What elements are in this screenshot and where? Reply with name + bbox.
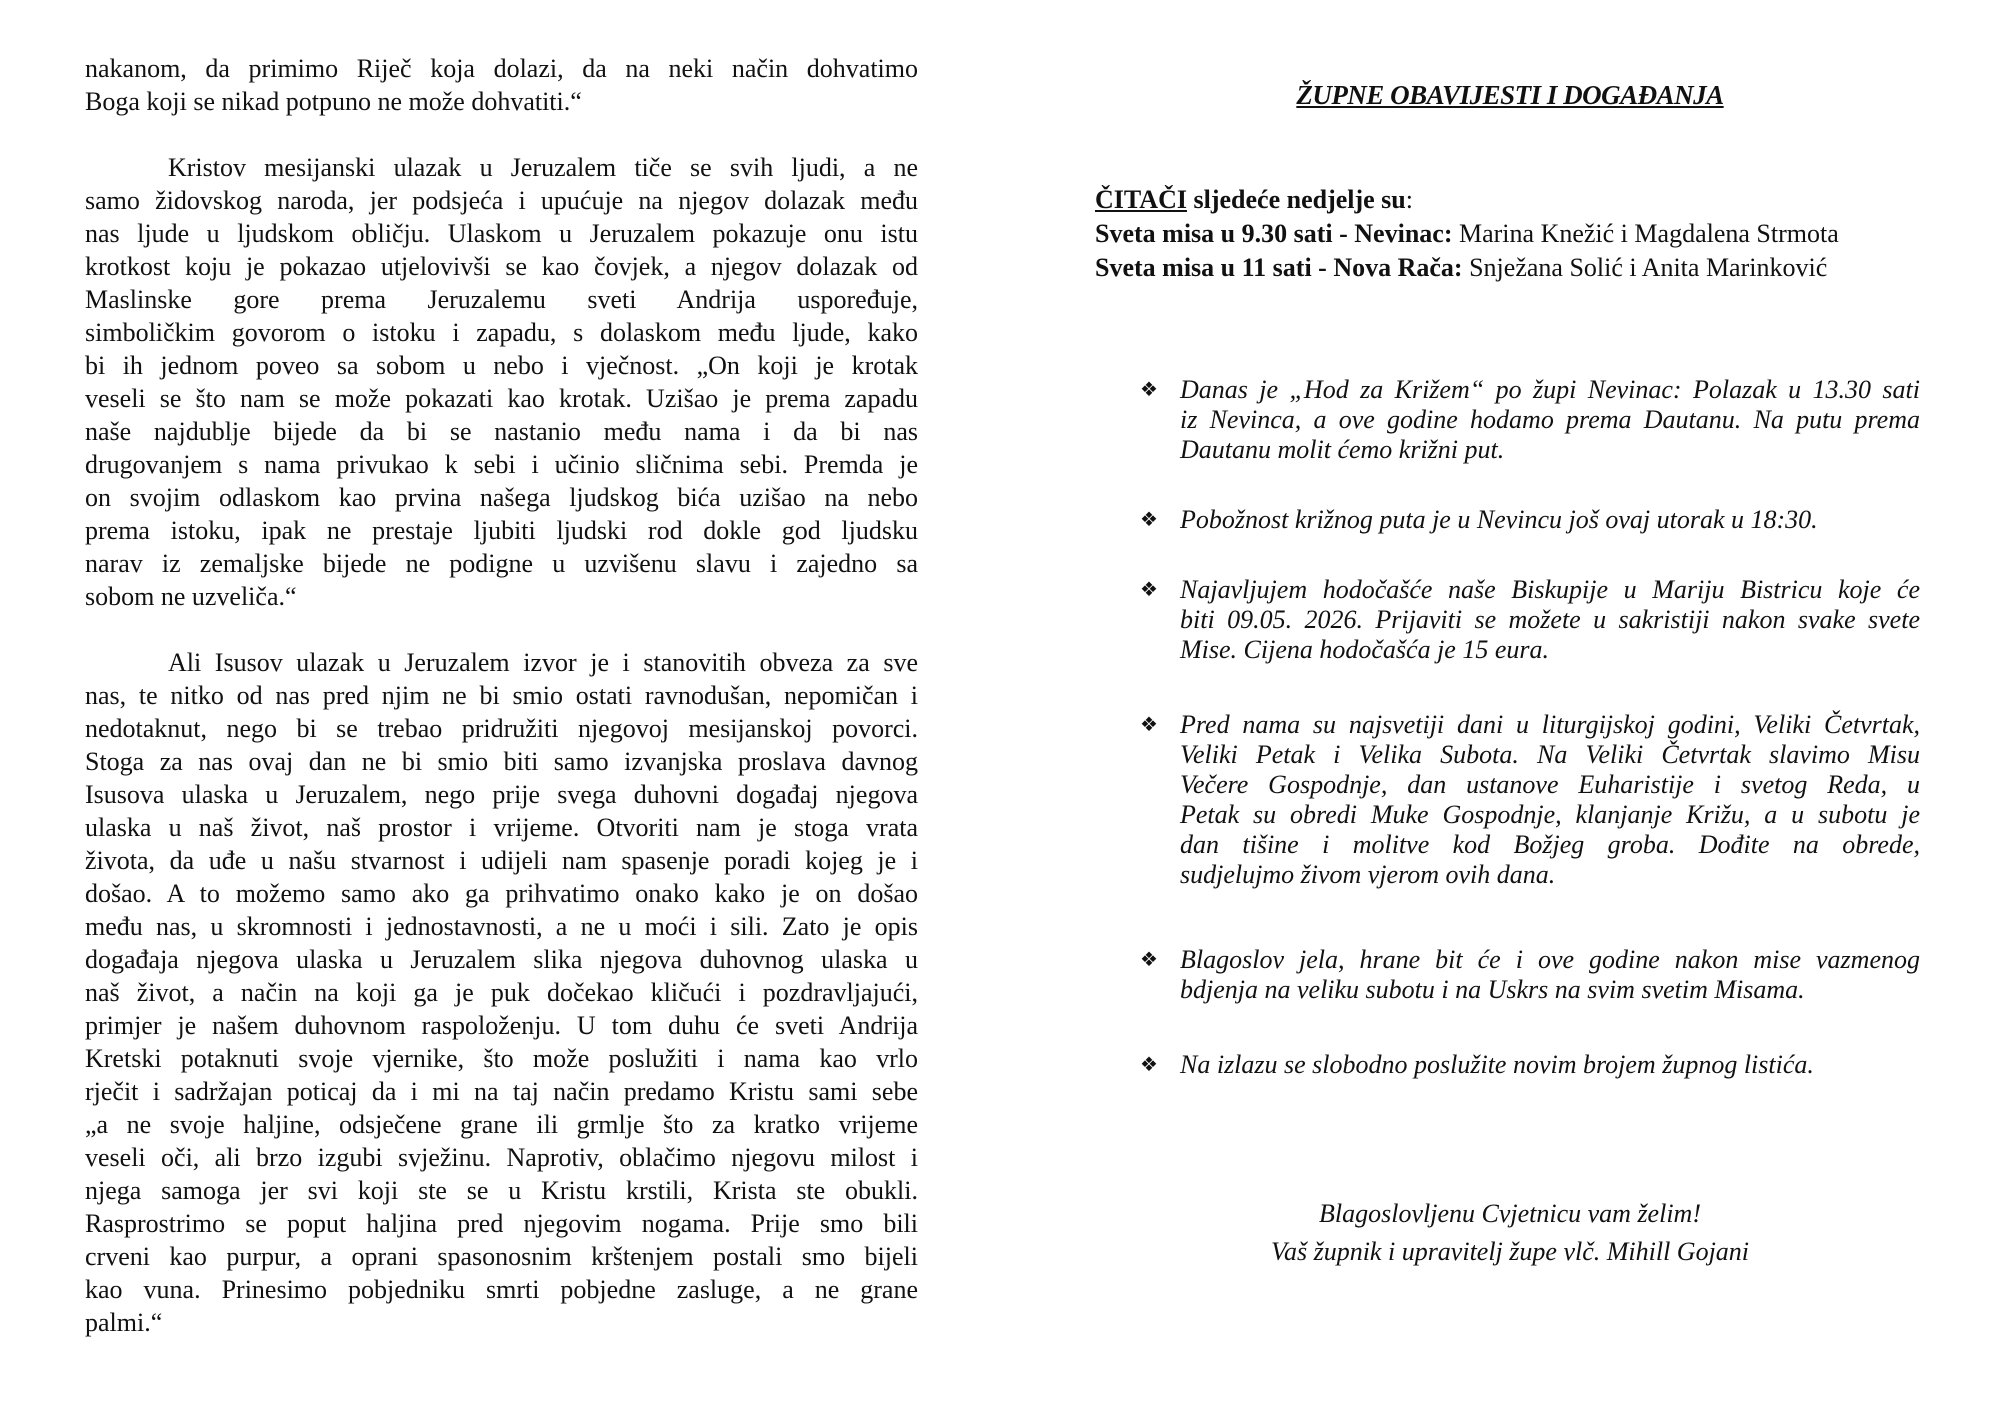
reader-row	[1095, 217, 1925, 251]
text-line: Na izlazu se slobodno poslužite novim brojem župnog listića.	[1180, 1050, 1814, 1079]
text-line: nas ljude u ljudskom obličju. Ulaskom u Jeruzalem pokazuje onu istu	[85, 219, 918, 248]
text-line: među nas, u skromnosti i jednostavnosti, a ne u moći i sili. Zato je opis	[85, 912, 918, 941]
text-line: ulaska u naš život, naš prostor i vrijeme. Otvoriti nam je stoga vrata	[85, 813, 918, 842]
text-line: simboličkim govorom o istoku i zapadu, s dolaskom među ljude, kako	[85, 318, 918, 347]
four-diamond-bullet-icon: ❖	[1140, 509, 1158, 531]
text-line: Maslinske gore prema Jeruzalemu sveti Andrija uspoređuje,	[85, 285, 918, 314]
text-line: rječit i sadržajan poticaj da i mi na taj način predamo Kristu sami sebe	[85, 1077, 918, 1106]
paragraph-2	[85, 151, 918, 613]
reader-names: Marina Knežić i Magdalena Strmota	[1452, 219, 1839, 248]
four-diamond-bullet-icon: ❖	[1140, 379, 1158, 401]
closing-greeting: Blagoslovljenu Cvjetnicu vam želim!	[1319, 1199, 1701, 1228]
text-line: iz Nevinca, a ove godine hodamo prema Dautanu. Na putu prema	[1180, 405, 1920, 434]
mass-label: Sveta misa u 9.30 sati - Nevinac:	[1095, 219, 1453, 248]
text-line: događaja njegova ulaska u Jeruzalem slika njegova duhovnog ulaska u	[85, 945, 918, 974]
text-line: Petak su obredi Muke Gospodnje, klanjanje Križu, a u subotu je	[1180, 800, 1920, 829]
text-line: Stoga za nas ovaj dan ne bi smio biti samo izvanjska proslava davnog	[85, 747, 918, 776]
readers-block	[1095, 183, 1925, 285]
text-line: Danas je „Hod za Križem“ po župi Nevinac: Polazak u 13.30 sati	[1180, 375, 1920, 404]
text-line: Rasprostrimo se poput haljina pred njegovim nogama. Prije smo bili	[85, 1209, 918, 1238]
text-line: došao. A to možemo samo ako ga prihvatimo onako kako je on došao	[85, 879, 918, 908]
text-line: biti 09.05. 2026. Prijaviti se možete u sakristiji nakon svake svete	[1180, 605, 1920, 634]
text-line: Ali Isusov ulazak u Jeruzalem izvor je i stanovitih obveza za sve	[168, 648, 918, 677]
text-line: Pobožnost križnog puta je u Nevincu još ovaj utorak u 18:30.	[1180, 505, 1818, 534]
reader-names: Snježana Solić i Anita Marinković	[1462, 253, 1828, 282]
text-line: Najavljujem hodočašće naše Biskupije u Mariju Bistricu koje će	[1180, 575, 1920, 604]
text-line: veseli se što nam se može pokazati kao krotak. Uzišao je prema zapadu	[85, 384, 918, 413]
text-line: nakanom, da primimo Riječ koja dolazi, da na neki način dohvatimo	[85, 54, 918, 83]
text-line: narav iz zemaljske bijede ne podigne u uzvišenu slavu i zajedno sa	[85, 549, 918, 578]
text-line: Dautanu molit ćemo križni put.	[1180, 435, 1505, 464]
mass-label: Sveta misa u 11 sati - Nova Rača:	[1095, 253, 1463, 282]
text-line: bdjenja na veliku subotu i na Uskrs na svim svetim Misama.	[1180, 975, 1805, 1004]
text-line: veseli oči, ali brzo izgubi svježinu. Naprotiv, oblačimo njegovu milost i	[85, 1143, 918, 1172]
closing-block	[1095, 1195, 1925, 1271]
text-line: Pred nama su najsvetiji dani u liturgijskoj godini, Veliki Četvrtak,	[1180, 710, 1920, 739]
four-diamond-bullet-icon: ❖	[1140, 579, 1158, 601]
text-line: prema istoku, ipak ne prestaje ljubiti ljudski rod dokle god ljudsku	[85, 516, 918, 545]
text-line: „a ne svoje haljine, odsječene grane ili grmlje što za kratko vrijeme	[85, 1110, 918, 1139]
announcement-text	[1180, 375, 1920, 465]
text-line: bi ih jednom poveo sa sobom u nebo i vječnost. „On koji je krotak	[85, 351, 918, 380]
reader-row	[1095, 251, 1925, 285]
four-diamond-bullet-icon: ❖	[1140, 949, 1158, 971]
text-line: naš život, a način na koji ga je puk dočekao kličući i pozdravljajući,	[85, 978, 918, 1007]
text-line: on svojim odlaskom kao prvina našega ljudskog bića uzišao na nebo	[85, 483, 918, 512]
paragraph-1	[85, 52, 918, 118]
announcement-text	[1180, 575, 1920, 665]
announcement-text	[1180, 1050, 1920, 1080]
announcement-text	[1180, 710, 1920, 890]
text-line: naše najdublje bijede da bi se nastanio među nama i da bi nas	[85, 417, 918, 446]
text-line: Mise. Cijena hodočašća je 15 eura.	[1180, 635, 1549, 664]
readers-heading-text: sljedeće nedjelje su	[1186, 185, 1406, 214]
readers-heading-colon: :	[1405, 185, 1413, 214]
text-line: krotkost koju je pokazao utjelovivši se kao čovjek, a njegov dolazak od	[85, 252, 918, 281]
readers-heading	[1095, 183, 1925, 217]
announcement-text	[1180, 945, 1920, 1005]
text-line: Kristov mesijanski ulazak u Jeruzalem tiče se svih ljudi, a ne	[168, 153, 918, 182]
text-line: Isusova ulaska u Jeruzalem, nego prije svega duhovni događaj njegova	[85, 780, 918, 809]
text-line: nedotaknut, nego bi se trebao pridružiti njegovoj mesijanskoj povorci.	[85, 714, 918, 743]
four-diamond-bullet-icon: ❖	[1140, 714, 1158, 736]
readers-heading-label: ČITAČI	[1095, 185, 1187, 214]
text-line: palmi.“	[85, 1308, 163, 1337]
text-line: Večere Gospodnje, dan ustanove Euharistije i svetog Reda, u	[1180, 770, 1920, 799]
text-line: Blagoslov jela, hrane bit će i ove godine nakon mise vazmenog	[1180, 945, 1920, 974]
text-line: njega samoga jer svi koji ste se u Kristu krstili, Krista ste obukli.	[85, 1176, 918, 1205]
section-title: ŽUPNE OBAVIJESTI I DOGAĐANJA	[1296, 80, 1724, 110]
announcement-text	[1180, 505, 1920, 535]
reflection-column	[85, 52, 918, 1339]
text-line: nas, te nitko od nas pred njim ne bi smio ostati ravnodušan, nepomičan i	[85, 681, 918, 710]
text-line: Veliki Petak i Velika Subota. Na Veliki Četvrtak slavimo Misu	[1180, 740, 1920, 769]
text-line: života, da uđe u našu stvarnost i udijeli nam spasenje poradi kojeg je i	[85, 846, 918, 875]
text-line: Kretski potaknuti svoje vjernike, što može poslužiti i nama kao vrlo	[85, 1044, 918, 1073]
closing-signature: Vaš župnik i upravitelj župe vlč. Mihill Gojani	[1270, 1237, 1750, 1266]
text-line: kao vuna. Prinesimo pobjedniku smrti pobjedne zasluge, a ne grane	[85, 1275, 918, 1304]
text-line: crveni kao purpur, a oprani spasonosnim krštenjem postali smo bijeli	[85, 1242, 918, 1271]
text-line: drugovanjem s nama privukao k sebi i učinio sličnima sebi. Premda je	[85, 450, 918, 479]
paragraph-3	[85, 646, 918, 1339]
text-line: sobom ne uzveliča.“	[85, 582, 297, 611]
text-line: dan tišine i molitve kod Božjeg groba. Dođite na obrede,	[1180, 830, 1920, 859]
text-line: Boga koji se nikad potpuno ne može dohvatiti.“	[85, 87, 582, 116]
four-diamond-bullet-icon: ❖	[1140, 1054, 1158, 1076]
text-line: sudjelujmo živom vjerom ovih dana.	[1180, 860, 1556, 889]
text-line: samo židovskog naroda, jer podsjeća i upućuje na njegov dolazak među	[85, 186, 918, 215]
text-line: primjer je našem duhovnom raspoloženju. U tom duhu će sveti Andrija	[85, 1011, 918, 1040]
